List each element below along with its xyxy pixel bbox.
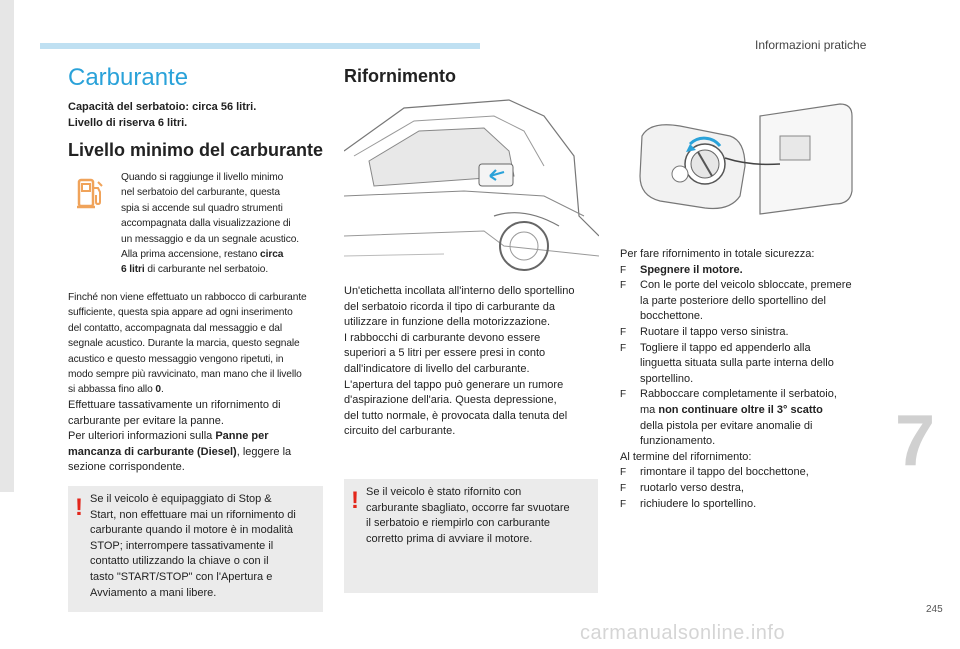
page-edge-strip	[0, 0, 14, 492]
warning-icon: !	[351, 487, 359, 514]
fuel-pump-icon	[76, 176, 106, 212]
step-item: F Rabboccare completamente il serbatoio, ma non continuare oltre il 3° scatto della pistola per evitare anomalie di funzionamento.	[620, 388, 837, 448]
refuelling-heading: Rifornimento	[344, 66, 456, 86]
stop-start-warning-text: Se il veicolo è equipaggiato di Stop & Start, non effettuare mai un rifornimento di carburante quando il motore è in modalità STOP; interrompere tassativamente il contatto utilizzando la chiave o con il tasto "START/STOP" con l'Apertura e Avviamento a mani libere.	[90, 493, 296, 599]
chapter-number: 7	[895, 401, 936, 481]
watermark: carmanualsonline.info	[580, 622, 786, 644]
refuel-steps-list	[620, 263, 890, 450]
wrong-fuel-warning-text: Se il veicolo è stato rifornito con carburante sbagliato, occorre far svuotare il serbatoio e riempirlo con carburante corretto prima di avviare il motore.	[366, 486, 570, 545]
page-number: 245	[926, 604, 943, 615]
stop-start-warning-box	[68, 486, 323, 612]
tank-capacity: Capacità del serbatoio: circa 56 litri. Livello di riserva 6 litri.	[68, 101, 257, 129]
step-item: F Ruotare il tappo verso sinistra.	[620, 325, 789, 338]
step-item: F ruotarlo verso destra,	[620, 481, 744, 494]
section-color-bar	[40, 43, 480, 49]
warning-icon: !	[75, 494, 83, 521]
car-fuel-flap-illustration	[344, 96, 599, 276]
low-fuel-intro: Quando si raggiunge il livello minimo nel serbatoio del carburante, questa spia si accende sul quadro strumenti accompagnata dalla visualizzazione di un messaggio e da un segnale acustico. Alla prima accensione, restano circa 6 litri di carburante nel serbatoio.	[121, 172, 299, 276]
section-title: Informazioni pratiche	[755, 38, 867, 52]
refuel-advice: Effettuare tassativamente un rifornimento di carburante per evitare la panne. Per ulteriori informazioni sulla Panne per mancanza di carburante (Diesel), leggere la sezione corrispondente.	[68, 399, 292, 474]
step-item: F Togliere il tappo ed appenderlo alla linguetta situata sulla parte interna dello sportellino.	[620, 341, 834, 385]
end-steps-list	[620, 465, 890, 512]
step-item: F rimontare il tappo del bocchettone,	[620, 466, 809, 479]
step-item: F Con le porte del veicolo sbloccate, premere la parte posteriore dello sportellino del bocchettone.	[620, 279, 852, 323]
low-fuel-details: Finché non viene effettuato un rabbocco di carburante sufficiente, questa spia appare ad ogni inserimento del contatto, accompagnata dal messaggio e dal segnale acustico. Durante la marcia, questo segnale acustico e questo messaggio vengono ripetuti, in modo sempre più ravvicinato, man mano che il livello si abbassa fino allo 0.	[68, 292, 307, 396]
refuelling-info: Un'etichetta incollata all'interno dello sportellino del serbatoio ricorda il tipo di carburante da utilizzare in funzione della motorizzazione. I rabbocchi di carburante devono essere superiori a 5 litri per essere presi in conto dall'indicatore di livello del carburante. L'apertura del tappo può generare un rumore d'aspirazione dell'aria. Questa depressione, del tutto normale, è provocata dalla tenuta del circuito del carburante.	[344, 285, 575, 438]
refuelling-procedure: Per fare rifornimento in totale sicurezza: F Spegnere il motore. F Con le porte del veicolo sbloccate, premere la parte posteriore dello sportellino del bocchettone. F Ruotare il tappo verso sinistra. F Togliere il tappo ed appenderlo alla linguetta situata sulla parte interna dello sportellino. F Rabboccare completamente il serbatoio, ma non continuare oltre il 3° scatto della pistola per evitare anomalie di funzionamento. Al termine del rifornimento: F rimontare il tappo del bocchettone, F ruotarlo verso destra, F richiudere lo sportellino.	[620, 247, 890, 512]
low-fuel-heading: Livello minimo del carburante	[68, 140, 324, 160]
wrong-fuel-warning-box	[344, 479, 598, 593]
chapter-title: Carburante	[68, 64, 189, 91]
fuel-cap-illustration	[620, 96, 875, 231]
step-item: F richiudere lo sportellino.	[620, 497, 757, 510]
step-item: F Spegnere il motore.	[620, 263, 743, 276]
